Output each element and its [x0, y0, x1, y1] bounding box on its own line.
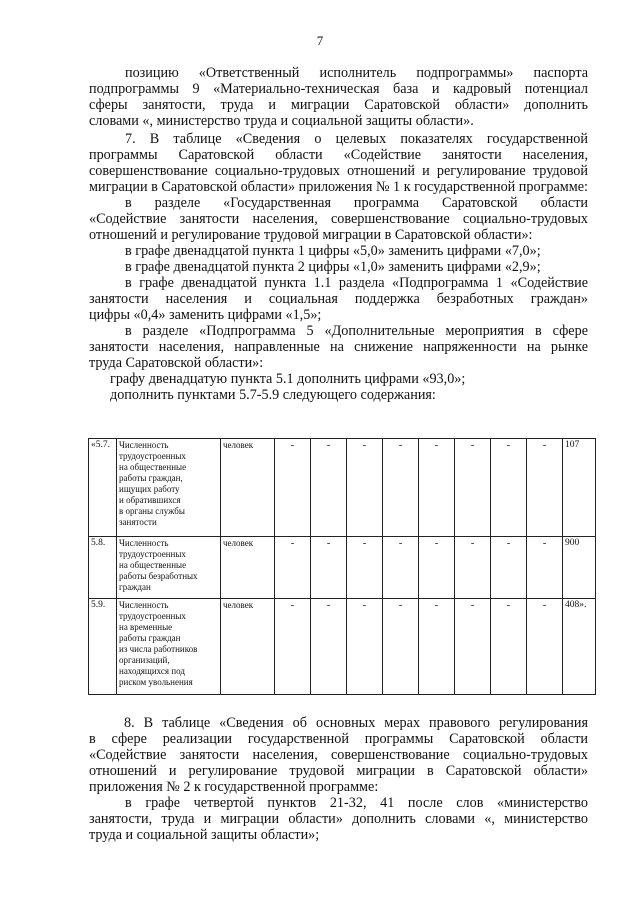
name-line: трудоустроенных — [119, 549, 186, 559]
paragraph-intro — [89, 65, 588, 129]
paragraph-item-7 — [89, 131, 588, 403]
text-line: труда и социальной защиты области»; — [89, 827, 320, 843]
dash-cell: - — [527, 537, 563, 599]
name-line: Численность — [119, 440, 169, 450]
name-line: граждан — [119, 582, 151, 592]
text-line: занятости населения и социальная поддержка безработных граждан» — [89, 291, 588, 307]
dash-cell: - — [419, 439, 455, 537]
dash-cell: - — [347, 599, 383, 695]
name-line: работы граждан — [119, 633, 181, 643]
text-line: в графе двенадцатой пункта 2 цифры «1,0» заменить цифрами «2,9»; — [125, 259, 541, 275]
indicator-name — [117, 537, 221, 599]
indicator-name — [117, 439, 221, 537]
dash-cell: - — [419, 599, 455, 695]
text-line: словами «, министерство труда и социальной защиты области». — [89, 113, 474, 129]
dash-cell: - — [383, 537, 419, 599]
text-line: цифры «0,4» заменить цифрами «1,5»; — [89, 307, 322, 323]
row-number: 5.8. — [89, 537, 117, 599]
name-line: и обратившихся — [119, 495, 181, 505]
dash-cell: - — [311, 599, 347, 695]
dash-cell: - — [455, 537, 491, 599]
name-line: находящихся под — [119, 666, 185, 676]
value-cell: 408». — [563, 599, 596, 695]
text-line: 8. В таблице «Сведения об основных мерах правового регулирования — [124, 715, 588, 731]
text-line: позицию «Ответственный исполнитель подпрограммы» паспорта — [125, 65, 588, 81]
text-line: сферы занятости, труда и миграции Саратовской области» дополнить — [89, 97, 588, 113]
table-row — [89, 599, 596, 695]
dash-cell: - — [455, 599, 491, 695]
dash-cell: - — [527, 439, 563, 537]
dash-cell: - — [311, 439, 347, 537]
unit-cell: человек — [221, 439, 275, 537]
dash-cell: - — [383, 599, 419, 695]
page-number: 7 — [316, 33, 324, 48]
dash-cell: - — [275, 439, 311, 537]
name-line: работы безработных — [119, 571, 198, 581]
unit-cell: человек — [221, 599, 275, 695]
dash-cell: - — [455, 439, 491, 537]
dash-cell: - — [347, 439, 383, 537]
text-line: подпрограммы 9 «Материально-техническая база и кадровый потенциал — [89, 81, 588, 97]
indicator-name — [117, 599, 221, 695]
text-line: занятости, труда и миграции области» дополнить словами «, министерство — [89, 811, 588, 827]
dash-cell: - — [527, 599, 563, 695]
value-cell: 900 — [563, 537, 596, 599]
dash-cell: - — [419, 537, 455, 599]
text-line: в графе двенадцатой пункта 1.1 раздела «Подпрограмма 1 «Содействие — [125, 275, 588, 291]
unit-cell: человек — [221, 537, 275, 599]
text-line: программы Саратовской области «Содействие занятости населения, — [89, 147, 588, 163]
row-number: 5.9. — [89, 599, 117, 695]
dash-cell: - — [275, 537, 311, 599]
text-line: в графе четвертой пунктов 21-32, 41 после слов «министерство — [125, 795, 588, 811]
text-line: графу двенадцатую пункта 5.1 дополнить цифрами «93,0»; — [110, 371, 466, 387]
text-line: в графе двенадцатой пункта 1 цифры «5,0» заменить цифрами «7,0»; — [125, 243, 541, 259]
text-line: совершенствование социально-трудовых отношений и регулирование трудовой — [89, 163, 588, 179]
text-line: в разделе «Подпрограмма 5 «Дополнительные мероприятия в сфере — [125, 323, 588, 339]
name-line: из числа работников — [119, 644, 198, 654]
text-line: 7. В таблице «Сведения о целевых показателях государственной — [125, 131, 588, 147]
name-line: на общественные — [119, 462, 187, 472]
indicators-table — [88, 438, 596, 695]
name-line: в органы службы — [119, 506, 185, 516]
name-line: на общественные — [119, 560, 187, 570]
name-line: риском увольнения — [119, 677, 193, 687]
name-line: Численность — [119, 600, 169, 610]
name-line: трудоустроенных — [119, 611, 186, 621]
name-line: на временные — [119, 622, 173, 632]
dash-cell: - — [347, 537, 383, 599]
table-row — [89, 537, 596, 599]
name-line: работы граждан, — [119, 473, 183, 483]
text-line: «Содействие занятости населения, совершенствование социально-трудовых — [89, 747, 588, 763]
name-line: ищущих работу — [119, 484, 180, 494]
text-line: дополнить пунктами 5.7-5.9 следующего содержания: — [110, 387, 436, 403]
row-number: «5.7. — [89, 439, 117, 537]
dash-cell: - — [383, 439, 419, 537]
text-line: в сфере реализации государственной программы Саратовской области — [89, 731, 588, 747]
text-line: труда Саратовской области»: — [89, 355, 264, 371]
text-line: отношений и регулирование трудовой миграции в Саратовской области»: — [89, 227, 533, 243]
text-line: отношений и регулирование трудовой миграции в Саратовской области» — [89, 763, 588, 779]
dash-cell: - — [491, 537, 527, 599]
dash-cell: - — [491, 439, 527, 537]
text-line: в разделе «Государственная программа Саратовской области — [125, 195, 588, 211]
dash-cell: - — [491, 599, 527, 695]
name-line: занятости — [119, 517, 157, 527]
text-line: занятости населения, направленные на снижение напряженности на рынке — [89, 339, 588, 355]
value-cell: 107 — [563, 439, 596, 537]
table-row — [89, 439, 596, 537]
text-line: приложения № 2 к государственной программе: — [89, 779, 379, 795]
name-line: Численность — [119, 538, 169, 548]
name-line: организаций, — [119, 655, 170, 665]
paragraph-item-8 — [89, 715, 588, 843]
text-line: «Содействие занятости населения, совершенствование социально-трудовых — [89, 211, 588, 227]
name-line: трудоустроенных — [119, 451, 186, 461]
dash-cell: - — [311, 537, 347, 599]
text-line: миграции в Саратовской области» приложения № 1 к государственной программе: — [89, 179, 588, 195]
dash-cell: - — [275, 599, 311, 695]
